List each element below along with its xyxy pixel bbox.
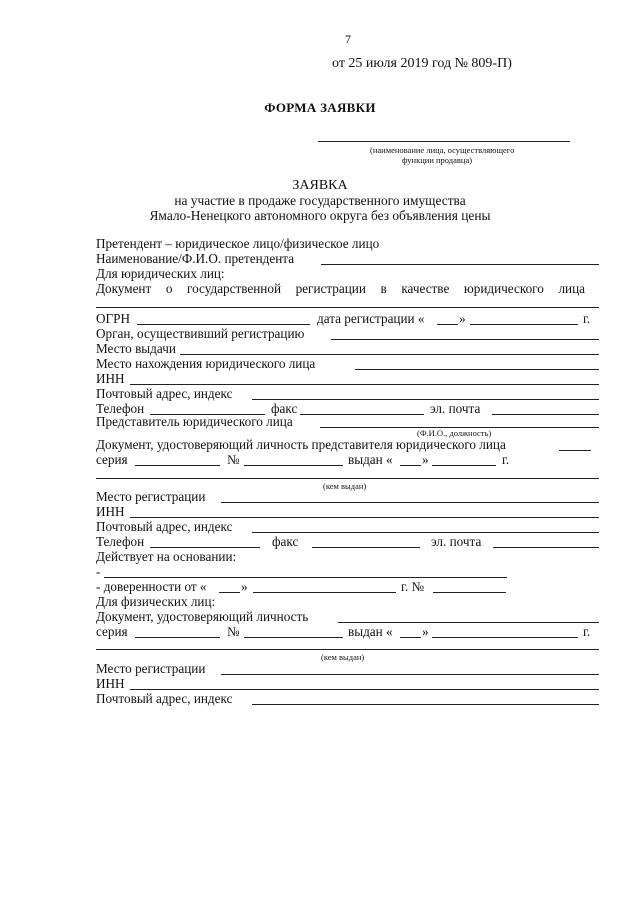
rep-inn-label: ИНН — [96, 504, 125, 519]
ind-inn-field[interactable] — [130, 689, 599, 690]
registration-doc-field[interactable] — [96, 307, 599, 308]
registration-doc-label: Документ о государственной регистрации в качестве юридического лица — [96, 281, 585, 296]
ind-year-suffix: г. — [583, 624, 591, 639]
rep-phone-label: Телефон — [96, 534, 145, 549]
ind-id-doc-field[interactable] — [338, 622, 599, 623]
poa-number-field[interactable] — [433, 592, 506, 593]
rep-issued-by-caption: (кем выдан) — [323, 481, 367, 491]
form-title: ФОРМА ЗАЯВКИ — [264, 100, 376, 115]
registration-date-quote: » — [459, 311, 466, 326]
ind-number-sign: № — [227, 624, 240, 639]
rep-phone-field[interactable] — [150, 547, 260, 548]
ind-reg-place-label: Место регистрации — [96, 661, 206, 676]
ind-series-field[interactable] — [135, 637, 220, 638]
rep-issued-year-suffix: г. — [502, 452, 510, 467]
registration-date-label: дата регистрации « — [317, 311, 425, 326]
ind-id-doc-label: Документ, удостоверяющий личность — [96, 609, 309, 624]
ogrn-field[interactable] — [137, 324, 310, 325]
rep-postal-label: Почтовый адрес, индекс — [96, 519, 233, 534]
rep-number-sign: № — [227, 452, 240, 467]
registration-body-label: Орган, осуществивший регистрацию — [96, 326, 305, 341]
ogrn-label: ОГРН — [96, 311, 131, 326]
rep-series-label: серия — [96, 452, 128, 467]
addressee-line[interactable] — [318, 141, 570, 142]
rep-issued-quote: » — [422, 452, 429, 467]
representative-label: Представитель юридического лица — [96, 414, 293, 429]
rep-reg-place-field[interactable] — [221, 502, 599, 503]
ind-inn-label: ИНН — [96, 676, 125, 691]
poa-day-field[interactable] — [219, 592, 240, 593]
legal-location-label: Место нахождения юридического лица — [96, 356, 316, 371]
legal-inn-label: ИНН — [96, 371, 125, 386]
poa-year-number: г. № — [401, 579, 425, 594]
legal-postal-field[interactable] — [252, 399, 599, 400]
header-reference: от 25 июля 2019 год № 809-П) — [332, 56, 512, 71]
rep-email-field[interactable] — [493, 547, 599, 548]
legal-fax-field[interactable] — [300, 414, 424, 415]
legal-location-field[interactable] — [355, 369, 599, 370]
legal-entities-heading: Для юридических лиц: — [96, 266, 225, 281]
page-number: 7 — [345, 32, 351, 46]
application-subtitle-2: Ямало-Ненецкого автономного округа без объявления цены — [149, 208, 491, 223]
ind-issued-label: выдан « — [348, 624, 393, 639]
representative-caption: (Ф.И.О., должность) — [417, 428, 492, 438]
legal-inn-field[interactable] — [130, 384, 599, 385]
poa-quote: » — [241, 579, 248, 594]
legal-email-label: эл. почта — [430, 401, 481, 416]
basis-field[interactable] — [104, 577, 507, 578]
registration-day-field[interactable] — [437, 324, 458, 325]
rep-series-field[interactable] — [135, 465, 220, 466]
applicant-name-field[interactable] — [321, 264, 599, 265]
rep-id-doc-field[interactable] — [559, 450, 591, 451]
rep-issued-month-year-field[interactable] — [432, 465, 496, 466]
poa-month-year-field[interactable] — [253, 592, 396, 593]
ind-reg-place-field[interactable] — [221, 674, 599, 675]
applicant-name-label: Наименование/Ф.И.О. претендента — [96, 251, 295, 266]
rep-issued-by-field[interactable] — [96, 478, 599, 479]
rep-email-label: эл. почта — [431, 534, 482, 549]
legal-postal-label: Почтовый адрес, индекс — [96, 386, 233, 401]
legal-email-field[interactable] — [492, 414, 599, 415]
application-subtitle-1: на участие в продаже государственного имущества — [174, 193, 466, 208]
rep-number-field[interactable] — [244, 465, 343, 466]
rep-fax-label: факс — [272, 534, 299, 549]
applicant-type: Претендент – юридическое лицо/физическое лицо — [96, 236, 380, 251]
power-of-attorney-label: - доверенности от « — [96, 579, 207, 594]
rep-reg-place-label: Место регистрации — [96, 489, 206, 504]
registration-month-year-field[interactable] — [470, 324, 578, 325]
addressee-caption-2: функции продавца) — [402, 155, 473, 165]
rep-id-doc-label: Документ, удостоверяющий личность представителя юридического лица — [96, 437, 506, 452]
ind-issued-by-field[interactable] — [96, 649, 599, 650]
rep-issued-day-field[interactable] — [400, 465, 421, 466]
addressee-caption-1: (наименование лица, осуществляющего — [370, 145, 515, 155]
ind-issued-quote: » — [422, 624, 429, 639]
legal-phone-label: Телефон — [96, 401, 145, 416]
issue-place-field[interactable] — [180, 354, 599, 355]
rep-inn-field[interactable] — [130, 517, 599, 518]
basis-dash: - — [96, 564, 101, 579]
rep-issued-label: выдан « — [348, 452, 393, 467]
issue-place-label: Место выдачи — [96, 341, 176, 356]
legal-fax-label: факс — [271, 401, 298, 416]
year-suffix: г. — [583, 311, 591, 326]
ind-postal-label: Почтовый адрес, индекс — [96, 691, 233, 706]
ind-postal-field[interactable] — [252, 704, 599, 705]
acts-on-basis-label: Действует на основании: — [96, 549, 237, 564]
individuals-heading: Для физических лиц: — [96, 594, 216, 609]
registration-body-field[interactable] — [331, 339, 599, 340]
ind-number-field[interactable] — [244, 637, 343, 638]
ind-issued-by-caption: (кем выдан) — [321, 652, 365, 662]
rep-postal-field[interactable] — [252, 532, 599, 533]
application-title: ЗАЯВКА — [292, 178, 348, 193]
ind-issued-day-field[interactable] — [400, 637, 421, 638]
ind-series-label: серия — [96, 624, 128, 639]
ind-issued-month-year-field[interactable] — [432, 637, 578, 638]
rep-fax-field[interactable] — [312, 547, 420, 548]
